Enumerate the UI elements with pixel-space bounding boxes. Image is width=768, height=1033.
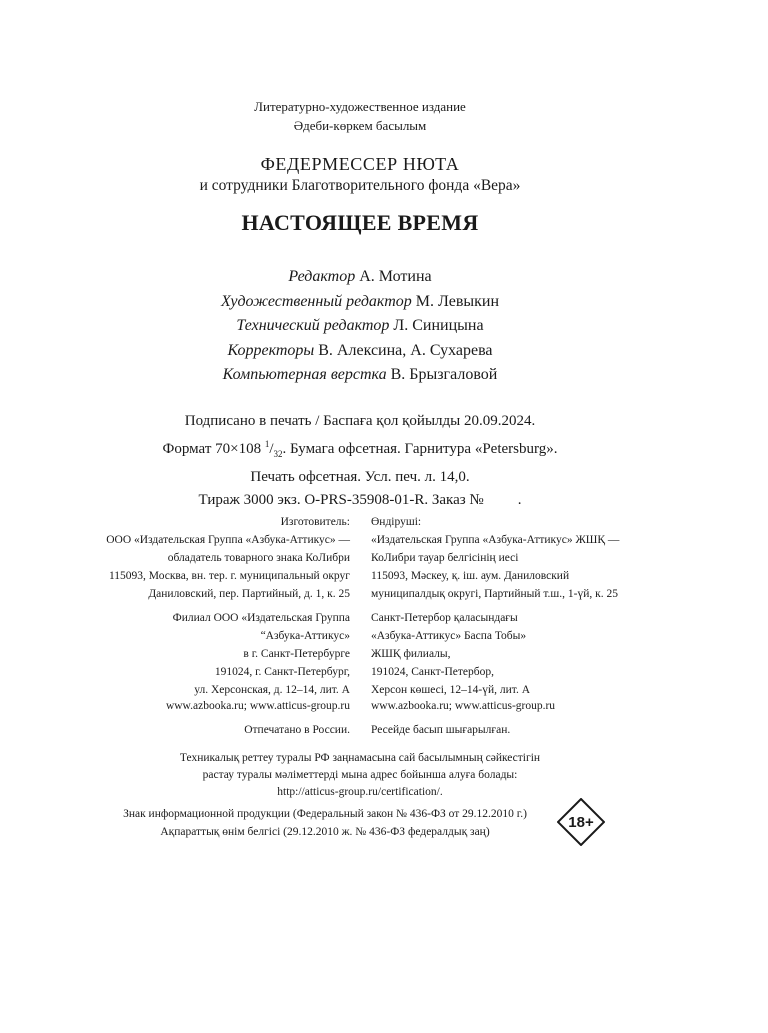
credits-block bbox=[0, 265, 720, 388]
branch-ru: Филиал ООО «Издательская Группа “Азбука-Аттикус» в г. Санкт-Петербурге 191024, г. Санкт-Петербург, ул. Херсонская, д. 12–14, лит. А bbox=[172, 612, 350, 696]
regulation-note: Техникалық реттеу туралы РФ заңнамасына сай басылымның сәйкестігін растау туралы мәліметтерді мына адрес бойынша алуға болады: http://atticus-group.ru/certification/. bbox=[0, 750, 720, 801]
format-line: Формат 70×108 $^1/_{32}$. Бумага офсетная. Гарнитура «Petersburg». bbox=[162, 439, 558, 459]
publisher-ru: Изготовитель: ООО «Издательская Группа «Азбука-Аттикус» — обладатель товарного знака КоЛибри 115093, Москва, вн. тер. г. муниципальный округ Даниловский, пер. Партийный, д. 1, к. 25 bbox=[106, 516, 350, 600]
publisher-kz: Өндіруші: «Издательская Группа «Азбука-Аттикус» ЖШҚ — КоЛибри тауар белгісінің иесі 115093, Мәскеу, қ. іш. аум. Даниловский муниципалдық округі, Партийный т.ш., 1-үй, к. 25 bbox=[371, 516, 620, 600]
web-links-kz[interactable]: www.azbooka.ru; www.atticus-group.ru bbox=[371, 700, 556, 712]
printed-in-kz: Ресейде басып шығарылған. bbox=[371, 724, 511, 736]
credit-art-editor bbox=[0, 290, 720, 315]
authors-block bbox=[0, 152, 720, 196]
credit-tech-editor bbox=[0, 314, 720, 339]
certification-link[interactable]: http://atticus-group.ru/certification/. bbox=[277, 786, 443, 798]
credit-person: В. Алексина, А. Сухарева bbox=[318, 341, 493, 359]
credit-person: Л. Синицына bbox=[393, 317, 484, 334]
credit-person: А. Мотина bbox=[359, 268, 432, 285]
age-rating-text: 18+ bbox=[568, 813, 594, 831]
credit-proofreaders bbox=[0, 339, 720, 364]
print-type: Печать офсетная. Усл. печ. л. 14,0. bbox=[250, 469, 470, 485]
run-line: Тираж 3000 экз. O-PRS-35908-01-R. Заказ № . bbox=[198, 492, 522, 508]
author-name: ФЕДЕРМЕССЕР НЮТА bbox=[260, 154, 460, 174]
web-links-ru[interactable]: www.azbooka.ru; www.atticus-group.ru bbox=[165, 700, 350, 712]
credit-layout bbox=[0, 363, 720, 388]
coauthors: и сотрудники Благотворительного фонда «Вера» bbox=[199, 177, 521, 194]
edition-type-ru: Литературно-художественное издание bbox=[254, 99, 466, 114]
print-info bbox=[0, 410, 720, 512]
signed-date: Подписано в печать / Баспаға қол қойылды 20.09.2024. bbox=[184, 413, 536, 429]
edition-header bbox=[0, 96, 720, 137]
book-title: НАСТОЯЩЕЕ ВРЕМЯ bbox=[241, 210, 479, 235]
credit-person: М. Левыкин bbox=[415, 292, 500, 310]
credit-editor bbox=[0, 265, 720, 290]
credit-role: Компьютерная верстка bbox=[222, 366, 387, 383]
edition-type-kz: Әдеби-көркем басылым bbox=[293, 118, 427, 133]
credit-role: Корректоры bbox=[227, 341, 315, 359]
printed-in-ru: Отпечатано в России. bbox=[244, 724, 350, 736]
branch-kz: Санкт-Петербор қаласындағы «Азбука-Аттикус» Баспа Тобы» ЖШҚ филиалы, 191024, Санкт-Петербор, Херсон көшесі, 12–14-үй, лит. А bbox=[371, 612, 531, 696]
info-mark: Знак информационной продукции (Федеральный закон № 436-ФЗ от 29.12.2010 г.) Ақпараттық өнім белгісі (29.12.2010 ж. № 436-ФЗ федералдық заң) bbox=[123, 808, 527, 838]
credit-role: Художественный редактор bbox=[220, 292, 412, 310]
credit-role: Редактор bbox=[288, 268, 356, 285]
age-rating-badge bbox=[557, 798, 605, 846]
credit-role: Технический редактор bbox=[236, 317, 390, 334]
credit-person: В. Брызгаловой bbox=[390, 366, 498, 383]
